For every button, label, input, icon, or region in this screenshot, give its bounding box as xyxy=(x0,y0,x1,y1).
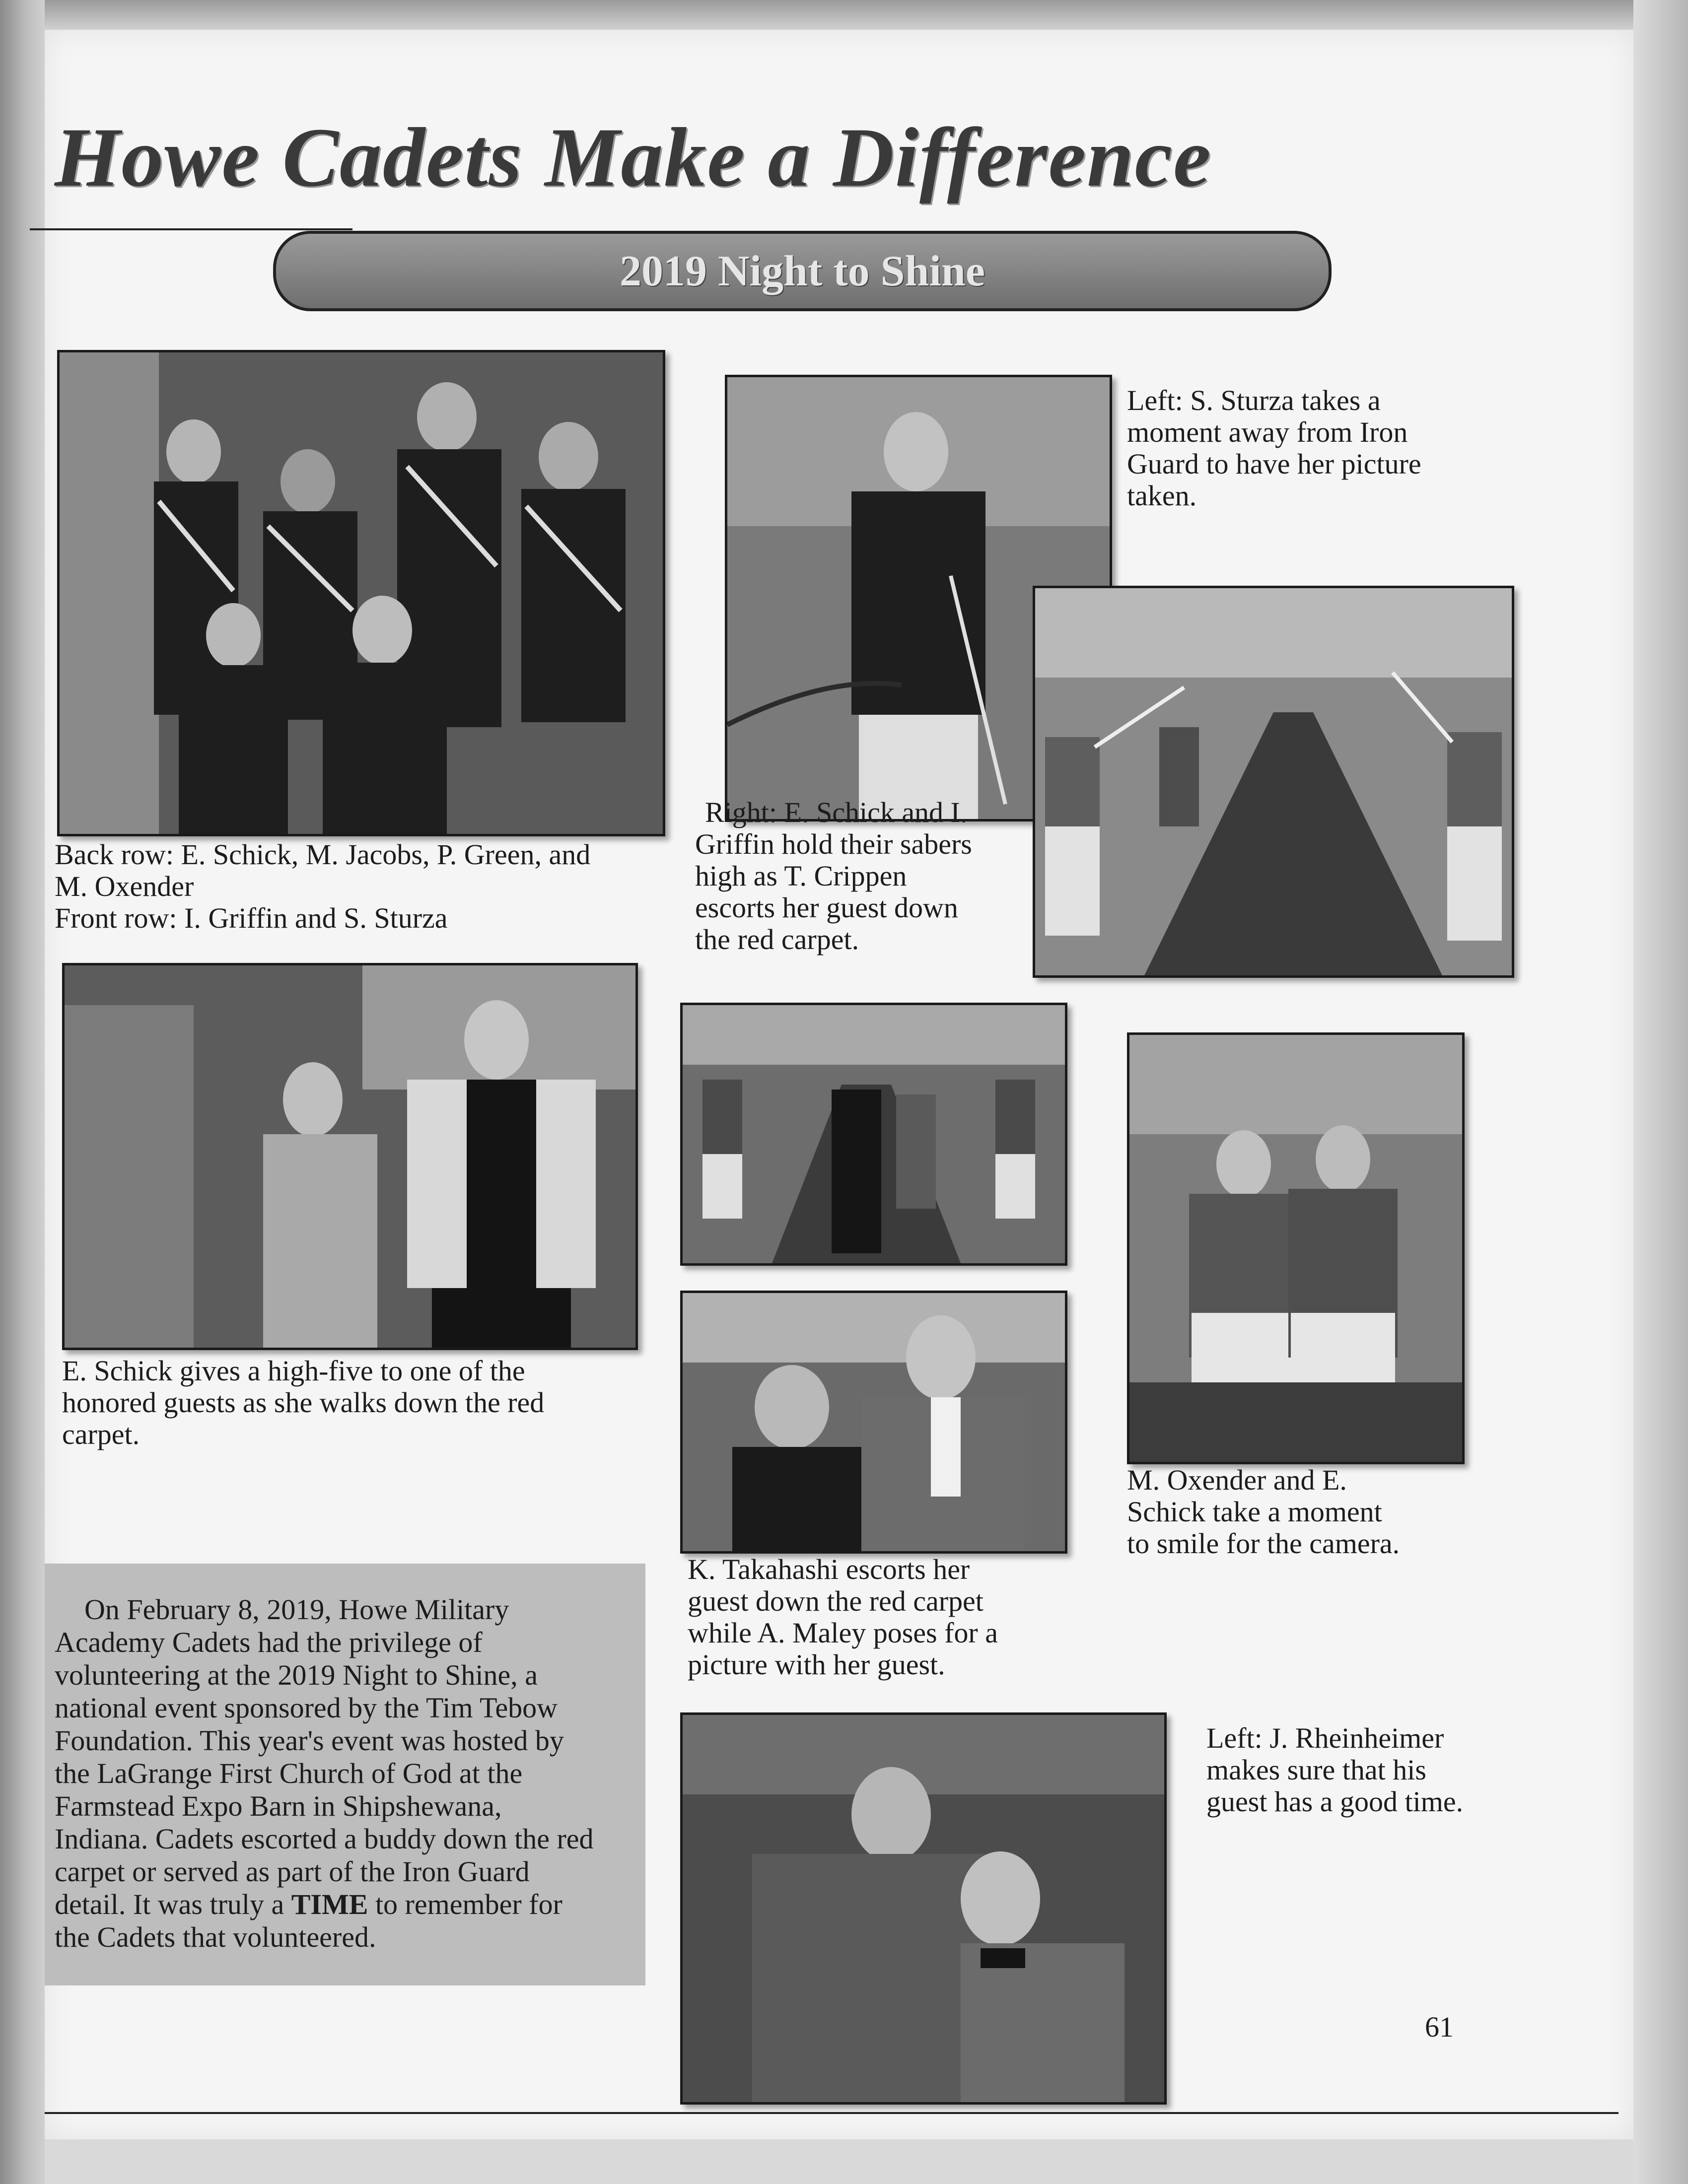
story-fragment: to remember for xyxy=(368,1888,563,1920)
photo-escort xyxy=(680,1003,1067,1266)
photo-rheinheimer xyxy=(680,1712,1167,2105)
caption-line: E. Schick gives a high-five to one of the xyxy=(62,1355,525,1387)
caption-sturza xyxy=(1127,385,1421,512)
page-number: 61 xyxy=(1425,2011,1454,2043)
caption-line: Guard to have her picture xyxy=(1127,448,1421,480)
caption-line: M. Oxender xyxy=(55,870,194,902)
caption-line: guest down the red carpet xyxy=(688,1585,984,1617)
caption-sabers xyxy=(695,797,972,956)
caption-line: while A. Maley poses for a xyxy=(688,1617,998,1649)
story-line: Academy Cadets had the privilege of xyxy=(55,1626,483,1658)
caption-takahashi xyxy=(688,1554,998,1681)
photo-oxender xyxy=(1127,1032,1465,1464)
story-line: volunteering at the 2019 Night to Shine, a xyxy=(55,1659,538,1691)
story-line: national event sponsored by the Tim Tebow xyxy=(55,1692,558,1724)
caption-line: Schick take a moment xyxy=(1127,1496,1382,1528)
photo-highfive xyxy=(62,963,638,1350)
caption-line: Right: E. Schick and I. xyxy=(705,796,968,828)
caption-line: Back row: E. Schick, M. Jacobs, P. Green, and xyxy=(55,838,591,871)
bottom-rule xyxy=(45,2112,1618,2114)
caption-rheinheimer xyxy=(1206,1722,1463,1818)
caption-line: K. Takahashi escorts her xyxy=(688,1553,970,1585)
caption-line: Left: S. Sturza takes a xyxy=(1127,384,1381,416)
title-rule xyxy=(30,228,352,230)
caption-oxender xyxy=(1127,1464,1400,1560)
caption-line: escorts her guest down xyxy=(695,891,958,924)
caption-group xyxy=(55,839,590,934)
caption-line: high as T. Crippen xyxy=(695,860,907,892)
photo-sabers xyxy=(1033,586,1514,978)
story-fragment: detail. It was truly a xyxy=(55,1888,291,1920)
caption-line: makes sure that his xyxy=(1206,1754,1426,1786)
caption-line: picture with her guest. xyxy=(688,1648,945,1681)
caption-line: guest has a good time. xyxy=(1206,1785,1464,1818)
story-line: the LaGrange First Church of God at the xyxy=(55,1757,523,1789)
story-line: Foundation. This year's event was hosted by xyxy=(55,1724,564,1757)
caption-line: to smile for the camera. xyxy=(1127,1527,1400,1560)
story-line: the Cadets that volunteered. xyxy=(55,1921,376,1953)
caption-line: the red carpet. xyxy=(695,923,859,956)
banner-text: 2019 Night to Shine xyxy=(620,247,985,295)
page-title: Howe Cadets Make a Difference xyxy=(55,111,1212,204)
caption-line: Front row: I. Griffin and S. Sturza xyxy=(55,902,448,934)
story-line: Indiana. Cadets escorted a buddy down the red xyxy=(55,1823,594,1855)
caption-line: M. Oxender and E. xyxy=(1127,1464,1347,1496)
story-line: On February 8, 2019, Howe Military xyxy=(84,1593,509,1626)
caption-line: carpet. xyxy=(62,1418,140,1450)
caption-highfive xyxy=(62,1355,544,1450)
story-emphasis: TIME xyxy=(291,1888,368,1920)
caption-line: taken. xyxy=(1127,479,1197,512)
story-line: carpet or served as part of the Iron Guard xyxy=(55,1855,530,1888)
caption-line: Left: J. Rheinheimer xyxy=(1206,1722,1444,1754)
scan-edge-top xyxy=(0,0,1688,30)
story-line-emphasis xyxy=(55,1888,650,1921)
caption-line: honored guests as she walks down the red xyxy=(62,1386,545,1419)
section-banner xyxy=(273,231,1332,311)
photo-takahashi xyxy=(680,1291,1067,1554)
story-text xyxy=(55,1593,650,1954)
photo-group-cadets xyxy=(57,350,665,836)
scan-edge-left xyxy=(0,0,45,2184)
scan-edge-right xyxy=(1633,0,1688,2184)
caption-line: Griffin hold their sabers xyxy=(695,828,972,860)
story-line: Farmstead Expo Barn in Shipshewana, xyxy=(55,1790,502,1822)
caption-line: moment away from Iron xyxy=(1127,416,1408,448)
